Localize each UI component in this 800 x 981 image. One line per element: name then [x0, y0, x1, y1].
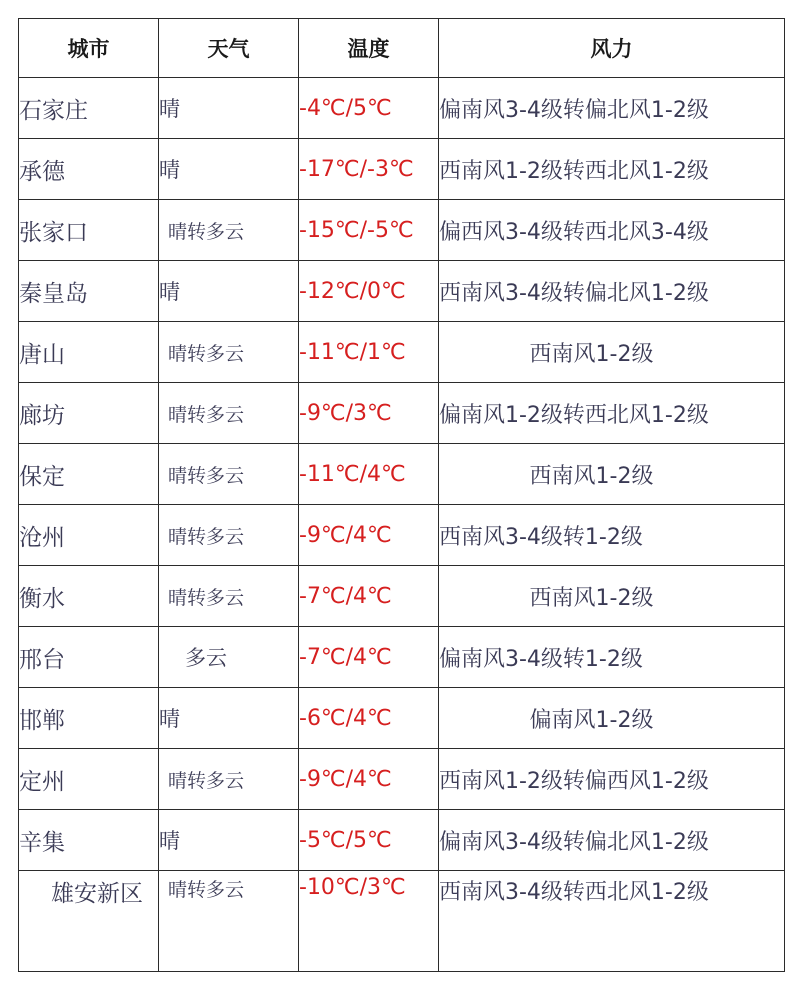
- weather-cell: 晴转多云: [159, 505, 299, 566]
- table-row: [19, 322, 785, 383]
- weather-cell: 晴转多云: [159, 383, 299, 444]
- table-row: [19, 871, 785, 972]
- wind-cell: 偏南风1-2级转西北风1-2级: [439, 383, 785, 444]
- weather-cell: 晴转多云: [159, 444, 299, 505]
- wind-cell: 偏西风3-4级转西北风3-4级: [439, 200, 785, 261]
- table-row: [19, 627, 785, 688]
- weather-cell: 晴: [159, 261, 299, 322]
- wind-cell: 西南风1-2级: [439, 566, 785, 627]
- wind-cell: 西南风3-4级转1-2级: [439, 505, 785, 566]
- header-city: 城市: [19, 19, 159, 78]
- temp-cell: -15℃/-5℃: [299, 200, 439, 261]
- table-row: [19, 810, 785, 871]
- weather-cell: 晴转多云: [159, 200, 299, 261]
- weather-cell: 晴: [159, 688, 299, 749]
- wind-cell: 西南风3-4级转偏北风1-2级: [439, 261, 785, 322]
- city-cell: 张家口: [19, 200, 159, 261]
- weather-cell: 晴: [159, 810, 299, 871]
- wind-cell: 偏南风3-4级转偏北风1-2级: [439, 810, 785, 871]
- city-cell: 衡水: [19, 566, 159, 627]
- table-row: [19, 200, 785, 261]
- temp-cell: -6℃/4℃: [299, 688, 439, 749]
- city-cell: 邢台: [19, 627, 159, 688]
- city-cell: 承德: [19, 139, 159, 200]
- table-row: [19, 688, 785, 749]
- city-cell: 石家庄: [19, 78, 159, 139]
- city-cell: 定州: [19, 749, 159, 810]
- table-header-row: [19, 19, 785, 78]
- weather-cell: 晴: [159, 139, 299, 200]
- temp-cell: -7℃/4℃: [299, 566, 439, 627]
- table-row: [19, 749, 785, 810]
- temp-cell: -4℃/5℃: [299, 78, 439, 139]
- wind-cell: 西南风1-2级转偏西风1-2级: [439, 749, 785, 810]
- table-row: [19, 566, 785, 627]
- temp-cell: -9℃/3℃: [299, 383, 439, 444]
- city-cell: 邯郸: [19, 688, 159, 749]
- temp-cell: -9℃/4℃: [299, 749, 439, 810]
- header-temp: 温度: [299, 19, 439, 78]
- wind-cell: 偏南风3-4级转1-2级: [439, 627, 785, 688]
- temp-cell: -11℃/1℃: [299, 322, 439, 383]
- wind-cell: 西南风3-4级转西北风1-2级: [439, 871, 785, 972]
- table-row: [19, 383, 785, 444]
- header-wind: 风力: [439, 19, 785, 78]
- temp-cell: -7℃/4℃: [299, 627, 439, 688]
- wind-cell: 西南风1-2级转西北风1-2级: [439, 139, 785, 200]
- city-cell: 保定: [19, 444, 159, 505]
- weather-cell: 晴: [159, 78, 299, 139]
- temp-cell: -9℃/4℃: [299, 505, 439, 566]
- city-cell: 雄安新区: [19, 871, 159, 972]
- city-cell: 唐山: [19, 322, 159, 383]
- table-row: [19, 139, 785, 200]
- weather-cell: 多云: [159, 627, 299, 688]
- weather-cell: 晴转多云: [159, 871, 299, 972]
- city-cell: 廊坊: [19, 383, 159, 444]
- temp-cell: -10℃/3℃: [299, 871, 439, 972]
- temp-cell: -11℃/4℃: [299, 444, 439, 505]
- temp-cell: -5℃/5℃: [299, 810, 439, 871]
- forecast-table: [18, 18, 785, 972]
- wind-cell: 西南风1-2级: [439, 444, 785, 505]
- wind-cell: 偏南风3-4级转偏北风1-2级: [439, 78, 785, 139]
- city-cell: 秦皇岛: [19, 261, 159, 322]
- city-cell: 沧州: [19, 505, 159, 566]
- temp-cell: -12℃/0℃: [299, 261, 439, 322]
- table-row: [19, 78, 785, 139]
- temp-cell: -17℃/-3℃: [299, 139, 439, 200]
- wind-cell: 西南风1-2级: [439, 322, 785, 383]
- city-cell: 辛集: [19, 810, 159, 871]
- wind-cell: 偏南风1-2级: [439, 688, 785, 749]
- header-weather: 天气: [159, 19, 299, 78]
- table-row: [19, 505, 785, 566]
- weather-cell: 晴转多云: [159, 566, 299, 627]
- table-row: [19, 444, 785, 505]
- weather-cell: 晴转多云: [159, 749, 299, 810]
- table-row: [19, 261, 785, 322]
- weather-cell: 晴转多云: [159, 322, 299, 383]
